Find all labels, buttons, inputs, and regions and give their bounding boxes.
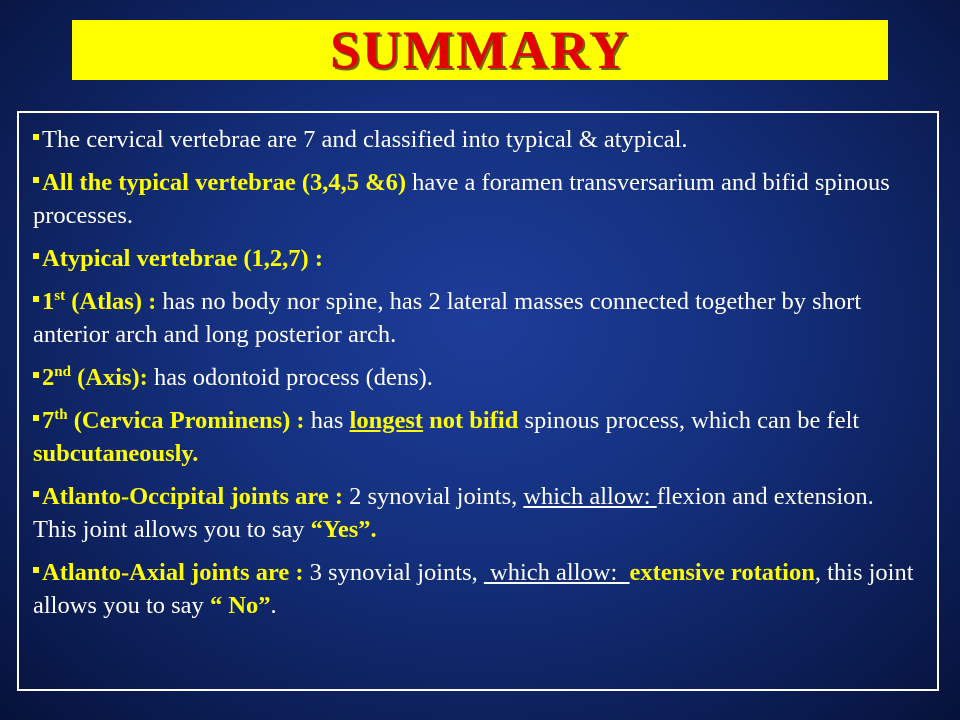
square-bullet-icon bbox=[33, 177, 39, 183]
point-text: have a foramen transversarium and bifid spinous processes. bbox=[33, 169, 890, 229]
highlight-subcutaneously: subcutaneously. bbox=[33, 440, 199, 467]
lead-number: 7 bbox=[42, 407, 55, 434]
lead-number: 1 bbox=[42, 288, 55, 315]
point-text: The cervical vertebrae are 7 and classified into typical & atypical. bbox=[42, 126, 688, 153]
highlight-extensive-rotation: extensive rotation bbox=[629, 559, 815, 586]
point-text: . bbox=[270, 592, 277, 619]
point-text: has odontoid process (dens). bbox=[147, 364, 433, 391]
point-lead bbox=[42, 407, 305, 434]
slide-title: SUMMARY bbox=[329, 20, 631, 80]
summary-point-3 bbox=[33, 242, 923, 275]
lead-number: 2 bbox=[42, 364, 55, 391]
square-bullet-icon bbox=[33, 415, 39, 421]
summary-point-6 bbox=[33, 404, 923, 470]
square-bullet-icon bbox=[33, 372, 39, 378]
point-text: , this joint allows you to say bbox=[33, 559, 914, 619]
summary-point-8 bbox=[33, 556, 923, 622]
point-lead: Atypical vertebrae (1,2,7) : bbox=[42, 245, 323, 272]
lead-rest: (Atlas) : bbox=[65, 288, 157, 315]
point-lead: Atlanto-Axial joints are : bbox=[42, 559, 304, 586]
underlined-text: which allow: bbox=[523, 483, 657, 510]
highlight-yes: “Yes”. bbox=[310, 516, 377, 543]
point-lead bbox=[42, 288, 156, 315]
highlight-not-bifid: not bifid bbox=[423, 407, 519, 434]
square-bullet-icon bbox=[33, 134, 39, 140]
square-bullet-icon bbox=[33, 296, 39, 302]
highlight-longest: longest bbox=[349, 407, 424, 434]
underlined-text: which allow: bbox=[483, 559, 630, 586]
point-text: spinous process, which can be felt bbox=[518, 407, 860, 434]
lead-rest: (Cervica Prominens) : bbox=[67, 407, 305, 434]
summary-content-box bbox=[17, 111, 939, 691]
point-lead: Atlanto-Occipital joints are : bbox=[42, 483, 343, 510]
point-text: flexion and extension. This joint allows you to say bbox=[33, 483, 874, 543]
lead-rest: (Axis): bbox=[70, 364, 148, 391]
summary-point-7 bbox=[33, 480, 923, 546]
square-bullet-icon bbox=[33, 253, 39, 259]
point-lead bbox=[42, 364, 148, 391]
square-bullet-icon bbox=[33, 567, 39, 573]
summary-point-4 bbox=[33, 285, 923, 351]
summary-point-1 bbox=[33, 123, 923, 156]
summary-point-5 bbox=[33, 361, 923, 394]
point-text: has bbox=[304, 407, 350, 434]
summary-point-2 bbox=[33, 166, 923, 232]
lead-ordinal: nd bbox=[54, 363, 71, 380]
point-text: has no body nor spine, has 2 lateral masses connected together by short anterior arch and long posterior arch. bbox=[33, 288, 862, 348]
square-bullet-icon bbox=[33, 491, 39, 497]
title-banner bbox=[72, 20, 888, 80]
point-text: 3 synovial joints, bbox=[303, 559, 484, 586]
highlight-no: “ No” bbox=[209, 592, 271, 619]
lead-ordinal: th bbox=[54, 406, 68, 423]
point-text: 2 synovial joints, bbox=[343, 483, 524, 510]
point-lead: All the typical vertebrae (3,4,5 &6) bbox=[42, 169, 406, 196]
lead-ordinal: st bbox=[54, 287, 66, 304]
